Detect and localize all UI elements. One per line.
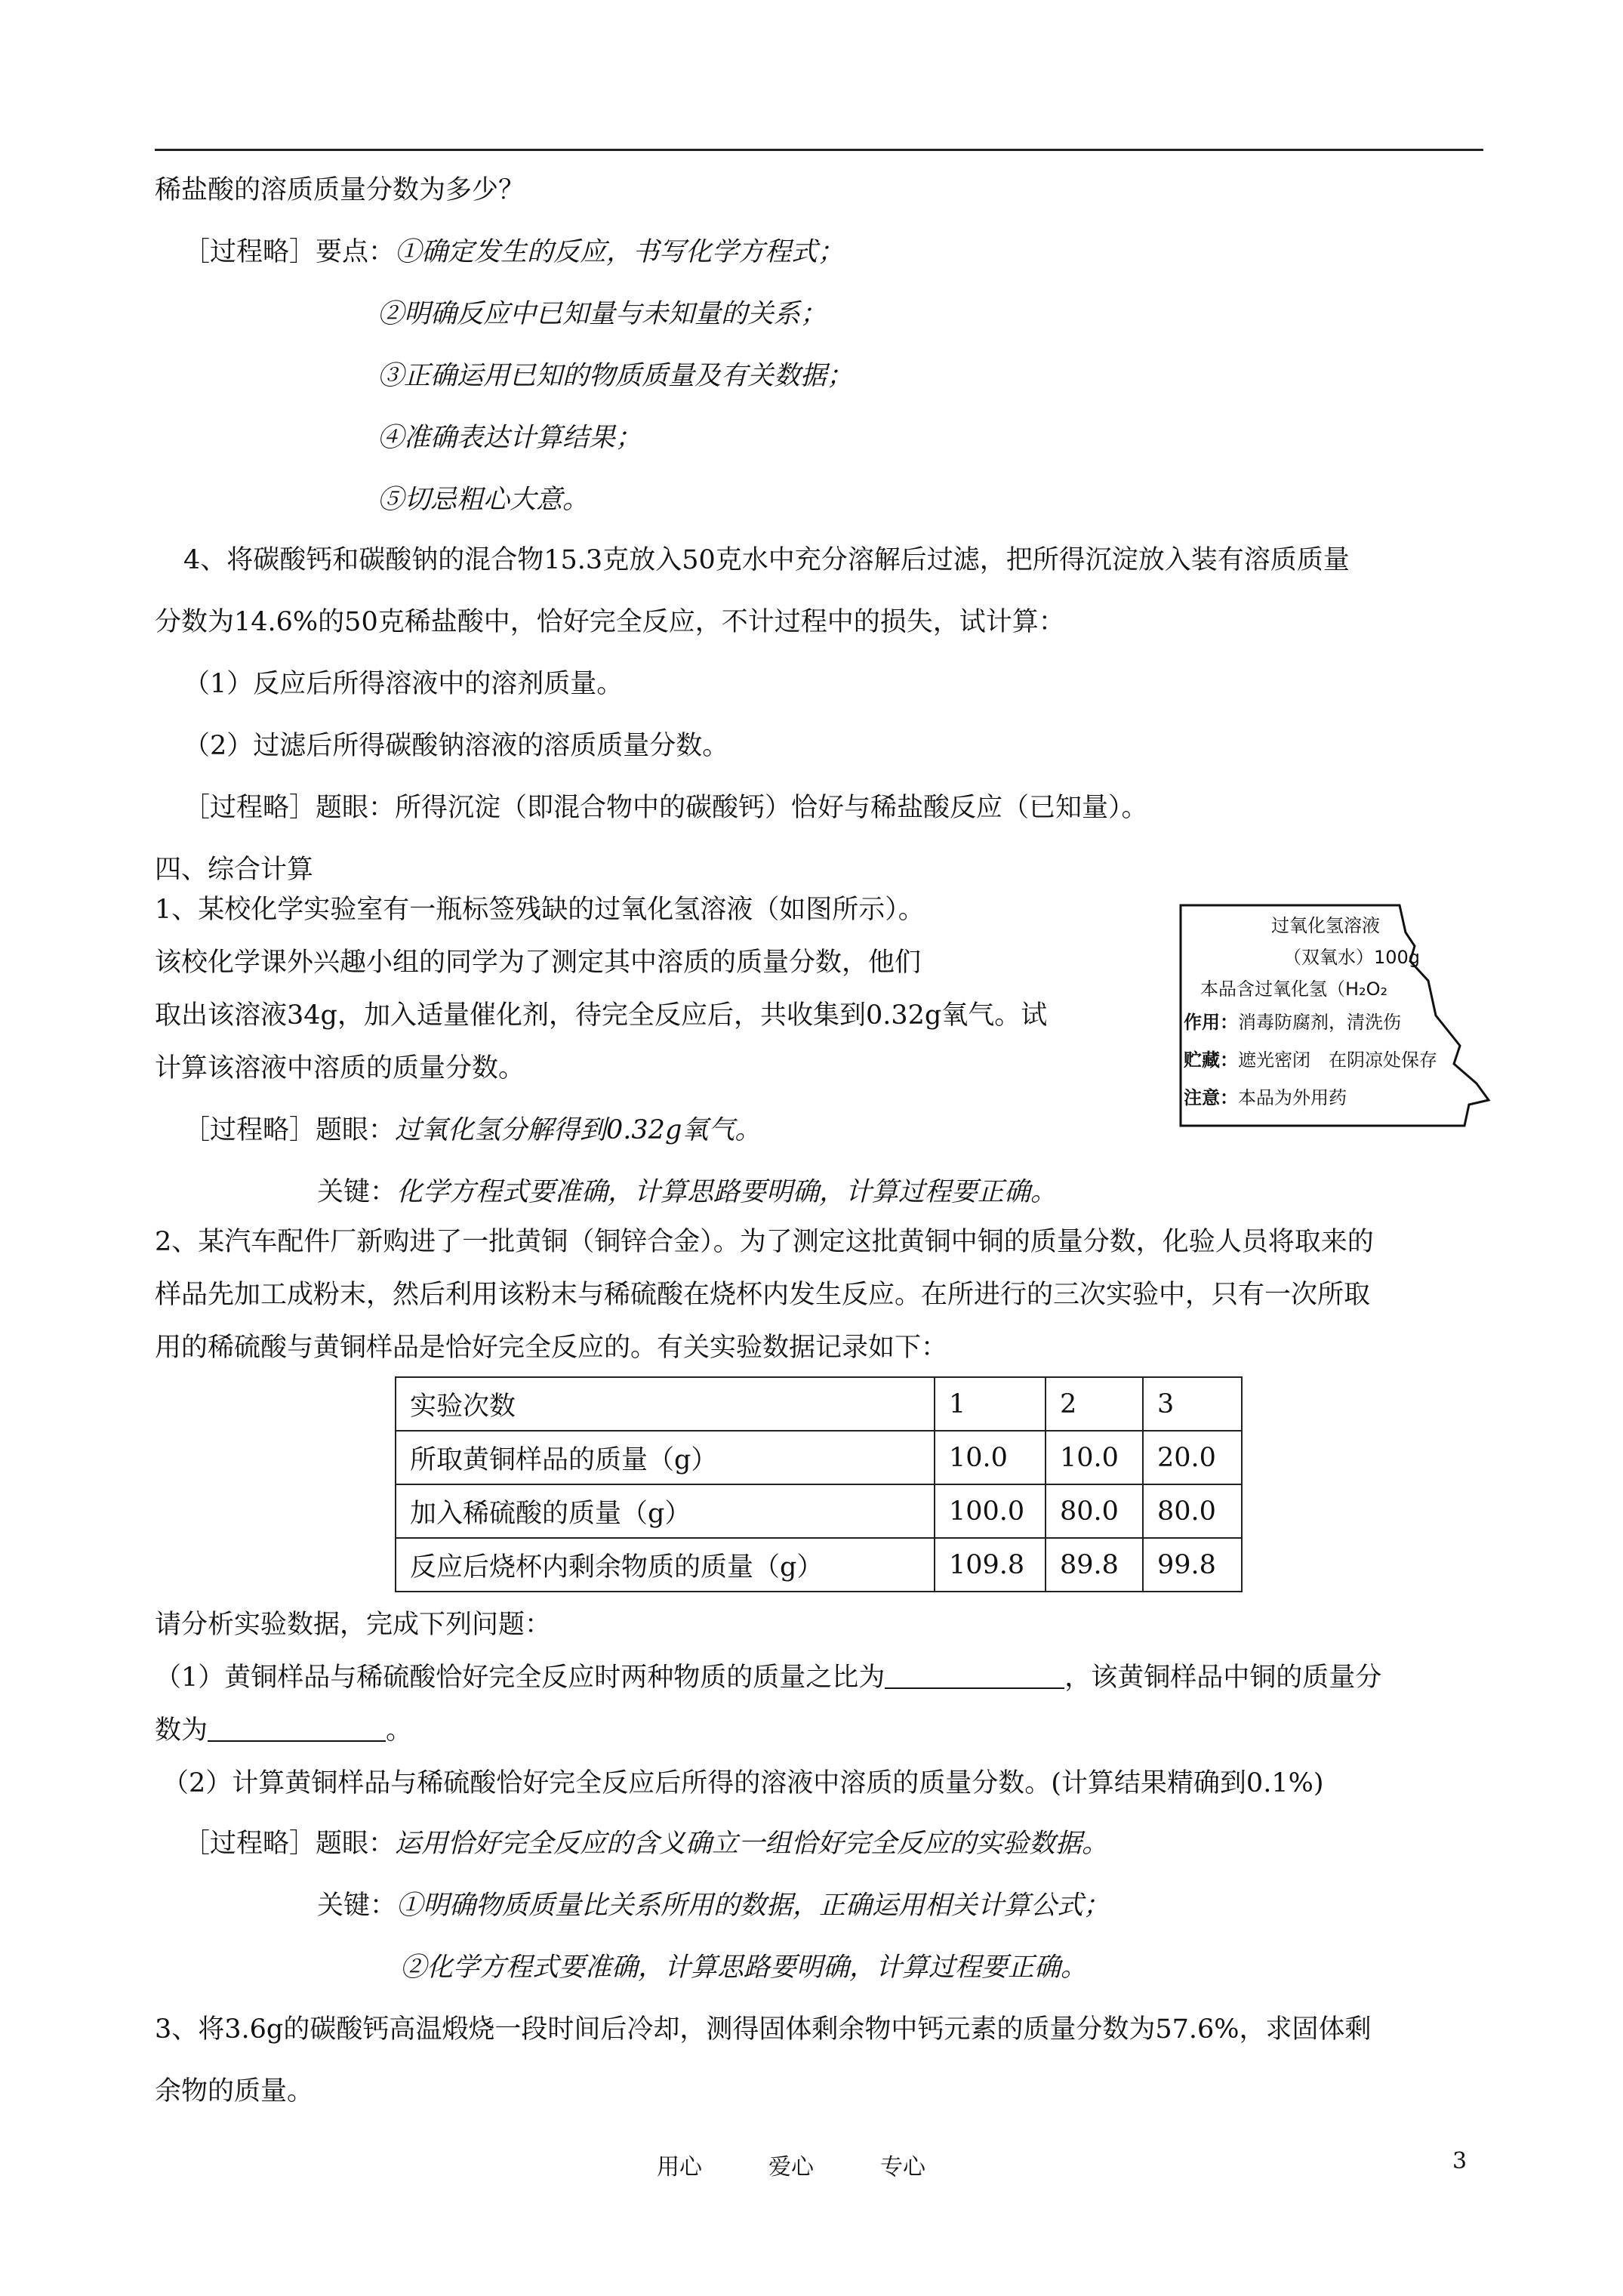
footer-motto: 用心 [657,2154,702,2180]
label-key: 贮藏： [1184,1049,1238,1071]
key-point: ③正确运用已知的物质质量及有关数据； [377,361,854,391]
bottle-label-figure [1179,902,1493,1127]
key-point: ⑤切忌粗心大意。 [377,485,590,515]
table-cell: 89.8 [1046,1538,1143,1592]
process-label: ［过程略］要点： [183,237,396,267]
key-note [317,1176,1057,1209]
text-line: 稀盐酸的溶质质量分数为多少？ [155,175,525,205]
text-line: 该校化学课外兴趣小组的同学为了测定其中溶质的质量分数，他们 [155,948,922,978]
table-cell: 80.0 [1046,1484,1143,1538]
page-number: 3 [1452,2148,1467,2174]
label-storage [1184,1049,1483,1071]
section-heading: 四、综合计算 [155,855,314,885]
process-label: ［过程略］题眼： [183,1829,396,1859]
label-key: 作用： [1184,1012,1238,1033]
process-note [183,1827,1108,1860]
key-note [317,1889,1110,1922]
text-line: 请分析实验数据，完成下列问题： [155,1610,552,1640]
table-cell: 1 [935,1377,1046,1431]
question-4: 4、将碳酸钙和碳酸钠的混合物15.3克放入50克水中充分溶解后过滤，把所得沉淀放入装有溶质质量 [183,545,1350,575]
label-value: 遮光密闭 在阴凉处保存 [1238,1049,1437,1071]
table-cell: 所取黄铜样品的质量（g） [396,1431,935,1484]
process-note: ［过程略］题眼：所得沉淀（即混合物中的碳酸钙）恰好与稀盐酸反应（已知量）。 [183,793,1148,823]
header-rule [155,149,1483,151]
text-line: 计算该溶液中溶质的质量分数。 [155,1053,525,1083]
text-line [155,1714,412,1747]
question-text: 。 [386,1715,413,1746]
question-3: 3、将3.6g的碳酸钙高温煅烧一段时间后冷却，测得固体剩余物中钙元素的质量分数为57.6%，求固体剩 [155,2014,1372,2045]
sub-question: （1）反应后所得溶液中的溶剂质量。 [183,669,624,699]
table-cell: 10.0 [935,1431,1046,1484]
key-point: 过氧化氢分解得到0.32g氧气。 [395,1115,762,1145]
question-1: 1、某校化学实验室有一瓶标签残缺的过氧化氢溶液（如图所示）。 [155,895,925,925]
label-subtitle: （双氧水）100g [1283,947,1421,968]
table-cell: 3 [1143,1377,1242,1431]
table-cell: 100.0 [935,1484,1046,1538]
table-row [396,1431,1242,1484]
table-cell: 99.8 [1143,1538,1242,1592]
table-cell: 10.0 [1046,1431,1143,1484]
table-cell: 加入稀硫酸的质量（g） [396,1484,935,1538]
text-line [183,236,844,269]
process-label: ［过程略］题眼： [183,1115,396,1145]
sub-question: （2）过滤后所得碳酸钠溶液的溶质质量分数。 [183,731,729,761]
text-line: 余物的质量。 [155,2076,314,2106]
key-point: ④准确表达计算结果； [377,423,642,453]
question-text: 数为 [155,1715,208,1746]
table-cell: 80.0 [1143,1484,1242,1538]
answer-blank[interactable] [885,1662,1064,1689]
table-row [396,1538,1242,1592]
table-cell: 20.0 [1143,1431,1242,1484]
key-point: 运用恰好完全反应的含义确立一组恰好完全反应的实验数据。 [395,1829,1109,1859]
table-header-row [396,1377,1242,1431]
key-point: ①确定发生的反应，书写化学方程式； [395,237,845,267]
text-line: 用的稀硫酸与黄铜样品是恰好完全反应的。有关实验数据记录如下： [155,1333,948,1363]
key-label: 关键： [317,1891,397,1921]
answer-blank[interactable] [208,1715,386,1742]
experiment-data-table [395,1376,1243,1592]
text-line: 样品先加工成粉末，然后利用该粉末与稀硫酸在烧杯内发生反应。在所进行的三次实验中，只有一次所取 [155,1280,1371,1310]
process-note [183,1114,761,1147]
table-cell: 2 [1046,1377,1143,1431]
label-notice [1184,1086,1347,1109]
sub-question [155,1661,1381,1694]
table-row [396,1484,1242,1538]
key-point: ②化学方程式要准确，计算思路要明确，计算过程要正确。 [400,1952,1088,1983]
text-line: 取出该溶液34g，加入适量催化剂，待完全反应后，共收集到0.32g氧气。试 [155,1000,1048,1031]
table-cell: 109.8 [935,1538,1046,1592]
key-label: 关键： [317,1177,397,1207]
text-line: 分数为14.6%的50克稀盐酸中，恰好完全反应，不计过程中的损失，试计算： [155,607,1065,637]
sub-question: （2）计算黄铜样品与稀硫酸恰好完全反应后所得的溶液中溶质的质量分数。(计算结果精确到0.1%) [162,1768,1324,1798]
key-point: ①明确物质质量比关系所用的数据，正确运用相关计算公式； [396,1891,1110,1921]
label-usage [1184,1011,1455,1034]
key-point: 化学方程式要准确，计算思路要明确，计算过程要正确。 [396,1177,1058,1207]
question-2: 2、某汽车配件厂新购进了一批黄铜（铜锌合金）。为了测定这批黄铜中铜的质量分数，化验人员将取来的 [155,1227,1374,1257]
label-content: 本品含过氧化氢（H₂O₂ [1200,978,1388,1000]
label-key: 注意： [1184,1087,1238,1108]
label-title: 过氧化氢溶液 [1271,915,1380,936]
footer-motto: 爱心 [768,2154,814,2180]
question-text: （1）黄铜样品与稀硫酸恰好完全反应时两种物质的质量之比为 [155,1663,885,1693]
table-cell: 实验次数 [396,1377,935,1431]
table-cell: 反应后烧杯内剩余物质的质量（g） [396,1538,935,1592]
label-value: 本品为外用药 [1238,1087,1347,1108]
key-point: ②明确反应中已知量与未知量的关系； [377,299,827,329]
label-value: 消毒防腐剂，清洗伤 [1238,1012,1401,1033]
footer-motto: 专心 [880,2154,925,2180]
question-text: ，该黄铜样品中铜的质量分 [1064,1663,1382,1693]
